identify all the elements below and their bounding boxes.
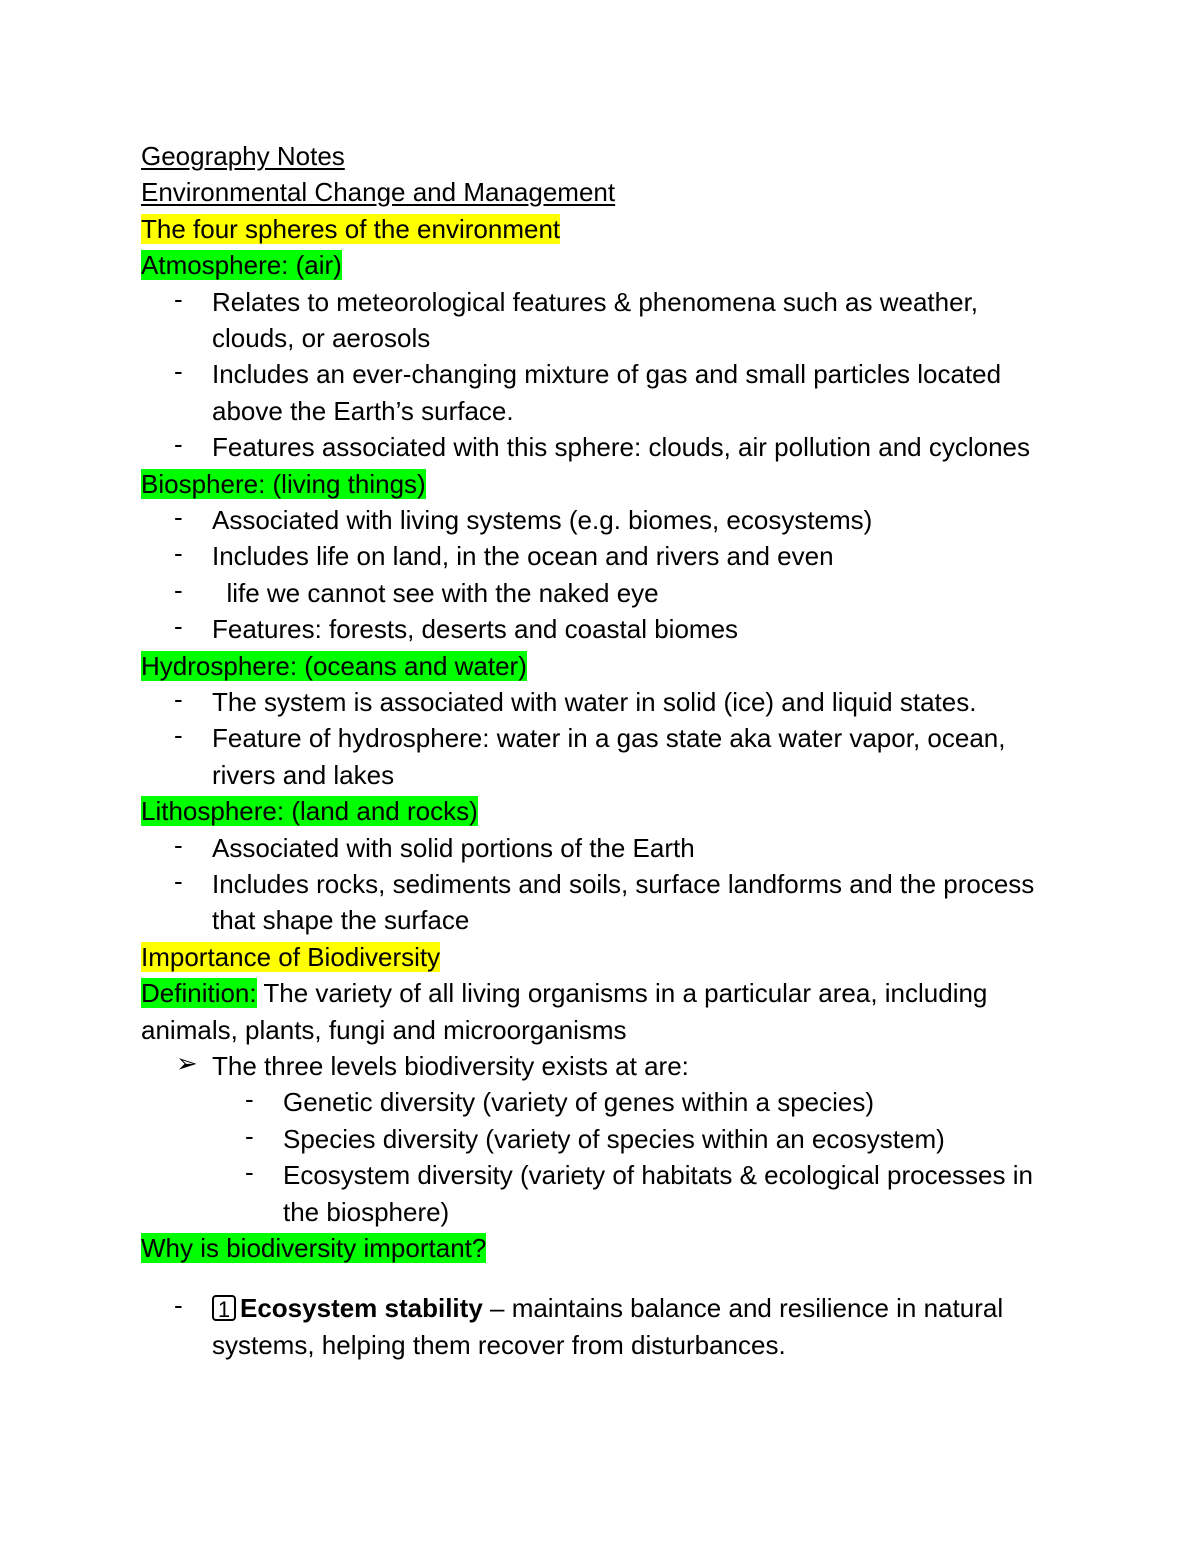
document-title	[141, 138, 1061, 174]
list-item-text: life we cannot see with the naked eye	[212, 577, 659, 608]
spacer	[141, 1266, 1061, 1290]
list-item	[141, 1157, 1061, 1230]
dash-bullet: -	[174, 720, 183, 751]
definition-label: Definition:	[141, 978, 257, 1009]
list-item-text: Ecosystem diversity (variety of habitats & ecological processes in the biosphere)	[283, 1160, 1033, 1227]
hydrosphere-heading-text: Hydrosphere: (oceans and water)	[141, 650, 527, 681]
list-item	[141, 684, 1061, 720]
list-item-text	[212, 1290, 1061, 1363]
definition-paragraph	[141, 975, 1051, 1048]
list-item-text: Feature of hydrosphere: water in a gas state aka water vapor, ocean, rivers and lakes	[212, 723, 1006, 790]
atmosphere-heading-text: Atmosphere: (air)	[141, 250, 342, 281]
list-item-text: Includes life on land, in the ocean and rivers and even	[212, 541, 834, 572]
dash-bullet: -	[174, 429, 183, 460]
list-item-text: Includes an ever-changing mixture of gas and small particles located above the Earth’s surface.	[212, 359, 1002, 426]
list-item	[141, 1084, 1061, 1120]
list-item	[141, 866, 1061, 939]
dash-bullet: -	[174, 501, 183, 532]
list-item	[141, 502, 1061, 538]
importance-heading	[141, 1230, 1061, 1266]
list-item-text: Associated with solid portions of the Earth	[212, 832, 695, 863]
list-item-text: The three levels biodiversity exists at are:	[212, 1051, 689, 1082]
hydrosphere-heading	[141, 648, 1061, 684]
list-item-text: Features: forests, deserts and coastal biomes	[212, 614, 739, 645]
list-item	[141, 1121, 1061, 1157]
biodiversity-heading	[141, 939, 1061, 975]
spheres-heading	[141, 211, 1061, 247]
dash-bullet: -	[174, 574, 183, 605]
arrow-bullet-icon: ➢	[176, 1048, 198, 1079]
biosphere-heading	[141, 466, 1061, 502]
definition-text: The variety of all living organisms in a particular area, including animals, plants, fungi and microorganisms	[141, 978, 988, 1045]
list-item-text: Species diversity (variety of species within an ecosystem)	[283, 1123, 945, 1154]
list-item-text: Includes rocks, sediments and soils, surface landforms and the process that shape the surface	[212, 869, 1035, 936]
dash-bullet: -	[174, 829, 183, 860]
list-item-text: Genetic diversity (variety of genes within a species)	[283, 1087, 875, 1118]
title-text: Geography Notes	[141, 141, 345, 171]
list-item	[141, 720, 1061, 793]
dash-bullet: -	[174, 1290, 183, 1321]
list-item-text: Associated with living systems (e.g. biomes, ecosystems)	[212, 504, 873, 535]
list-item	[141, 356, 1061, 429]
list-item-text: Relates to meteorological features & phenomena such as weather, clouds, or aerosols	[212, 286, 979, 353]
list-item	[141, 830, 1061, 866]
list-item	[141, 575, 1061, 611]
biodiversity-heading-text: Importance of Biodiversity	[141, 941, 441, 972]
list-item	[141, 1048, 1061, 1084]
dash-bullet: -	[174, 684, 183, 714]
list-item	[141, 611, 1061, 647]
document-page	[141, 138, 1061, 1363]
dash-bullet: -	[245, 1157, 254, 1188]
dash-bullet: -	[245, 1120, 254, 1151]
dash-bullet: -	[174, 356, 183, 387]
atmosphere-heading	[141, 247, 1061, 283]
item-title: Ecosystem stability	[240, 1293, 483, 1324]
lithosphere-heading-text: Lithosphere: (land and rocks)	[141, 796, 478, 827]
list-item	[141, 1290, 1061, 1363]
dash-bullet: -	[174, 283, 183, 314]
subtitle-text: Environmental Change and Management	[141, 177, 616, 208]
dash-bullet: -	[174, 538, 183, 569]
dash-bullet: -	[174, 866, 183, 897]
biosphere-heading-text: Biosphere: (living things)	[141, 468, 426, 499]
document-subtitle	[141, 174, 1061, 210]
list-item	[141, 538, 1061, 574]
list-item-text: Features associated with this sphere: clouds, air pollution and cyclones	[212, 432, 1030, 463]
list-item	[141, 429, 1061, 465]
importance-heading-text: Why is biodiversity important?	[141, 1233, 487, 1264]
keycap-number-icon: 1	[212, 1295, 236, 1321]
list-item-text: The system is associated with water in solid (ice) and liquid states.	[212, 687, 977, 717]
item-description: – maintains balance and resilience in natural systems, helping them recover from disturbances.	[212, 1293, 1004, 1360]
dash-bullet: -	[245, 1084, 254, 1115]
list-item	[141, 284, 1061, 357]
dash-bullet: -	[174, 611, 183, 642]
spheres-heading-text: The four spheres of the environment	[141, 213, 561, 244]
lithosphere-heading	[141, 793, 1061, 829]
